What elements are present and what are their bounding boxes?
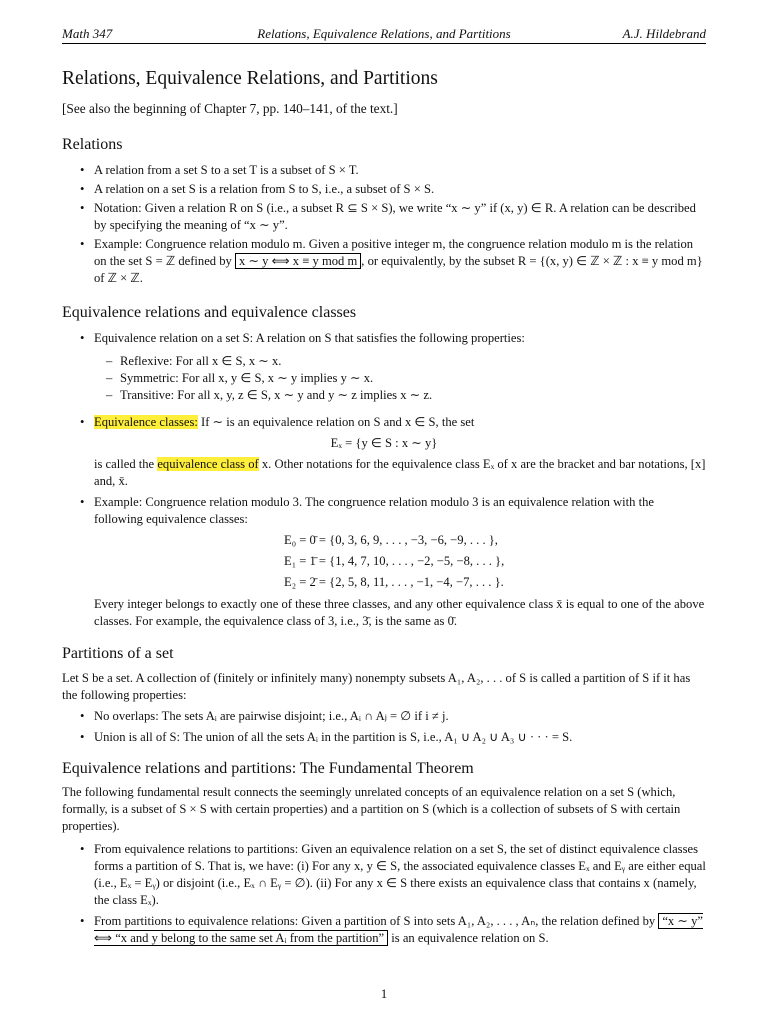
- section-heading-fundamental: Equivalence relations and partitions: The Fundamental Theorem: [62, 760, 474, 777]
- example-text-cont: , or equivalently, by the subset R = {(x, y) ∈ ℤ × ℤ : x ≡ y mod m} of ℤ × ℤ.: [94, 254, 703, 285]
- section-heading-relations: Relations: [62, 136, 123, 153]
- list-item: • A relation from a set S to a set T is a subset of S × T.: [62, 162, 706, 179]
- boxed-relation: “x ∼ y” ⟺ “x and y belong to the same set Aᵢ from the partition”: [94, 914, 703, 945]
- page-number: 1: [380, 986, 388, 1001]
- header-rule: [62, 43, 706, 44]
- list-item: • Union is all of S: The union of all the sets Aᵢ in the partition is S, i.e., A₁ ∪ A₂ ∪ A₃ ∪ · · · = S.: [62, 729, 706, 746]
- page-title: Relations, Equivalence Relations, and Partitions: [62, 68, 438, 89]
- equivalence-class-equations: [284, 530, 704, 593]
- header-author: A.J. Hildebrand: [622, 26, 706, 41]
- equation-e0: E₀ = 0̄ = {0, 3, 6, 9, . . . , −3, −6, −9, . . . },: [284, 533, 498, 547]
- relations-list: [62, 162, 706, 287]
- section-heading-partitions: Partitions of a set: [62, 645, 174, 662]
- list-item: [62, 236, 706, 287]
- def-text-cont: x. Other notations for the equivalence class Eₓ of x are the bracket and bar notations, [x] and, x̄.: [94, 457, 706, 488]
- equation-e2: E₂ = 2̄ = {2, 5, 8, 11, . . . , −1, −4, −7, . . . }.: [284, 575, 504, 589]
- list-item: • No overlaps: The sets Aᵢ are pairwise disjoint; i.e., Aᵢ ∩ Aⱼ = ∅ if i ≠ j.: [62, 708, 706, 725]
- header-course: Math 347: [62, 26, 113, 41]
- highlight-equivalence-class-of: equivalence class of: [157, 457, 259, 471]
- partitions-block: [62, 670, 706, 746]
- list-item: [62, 414, 706, 490]
- partition-text: From partitions to equivalence relations: Given a partition of S into sets A₁, A₂, . . . , Aₙ, the relation defined by: [94, 914, 656, 928]
- list-item: • A relation on a set S is a relation from S to S, i.e., a subset of S × S.: [62, 181, 706, 198]
- reference-note: [See also the beginning of Chapter 7, pp. 140–141, of the text.]: [62, 101, 398, 116]
- partitions-paragraph: Let S be a set. A collection of (finitely or infinitely many) nonempty subsets A₁, A₂, . . . of S is called a partition of S if it has the following properties:: [62, 671, 691, 702]
- fundamental-block: [62, 784, 706, 947]
- fundamental-paragraph: The following fundamental result connects the seemingly unrelated concepts of an equivalence relation on a set S (which, formally, is a subset of S × S with certain properties) and a partition on S (which is a collection of subsets of S with certain properties).: [62, 785, 681, 833]
- list-item: • Example: Congruence relation modulo 3. The congruence relation modulo 3 is an equivalence relation with the following equivalence classes:: [62, 494, 706, 528]
- sub-item-symmetric: – Symmetric: For all x, y ∈ S, x ∼ y implies y ∼ x.: [62, 370, 706, 387]
- list-item: • Equivalence relation on a set S: A relation on S that satisfies the following properties:: [62, 330, 706, 347]
- running-header: [62, 22, 706, 42]
- list-item: • Notation: Given a relation R on S (i.e., a subset R ⊆ S × S), we write “x ∼ y” if (x, y) ∈ R. A relation can be described by specifying the meaning of “x ∼ y”.: [62, 200, 706, 234]
- sub-item-reflexive: – Reflexive: For all x ∈ S, x ∼ x.: [62, 353, 706, 370]
- equivalence-class-def: [62, 456, 706, 490]
- list-item: • From equivalence relations to partitions: Given an equivalence relation on a set S, the set of distinct equivalence classes forms a partition of S. That is, we have: (i) For any x, y ∈ S, the associated equivalence classes Eₓ and Eᵧ are either equal (i.e., Eₓ = Eᵧ) or disjoint (i.e., Eₓ ∩ Eᵧ = ∅). (ii) For any x ∈ S there exists an equivalence class that contains x (namely, the class Eₓ).: [62, 841, 706, 909]
- equivalence-paragraph: Every integer belongs to exactly one of these three classes, and any other equivalence class x̄ is equal to one of the above classes. For example, the equivalence class of 3, i.e., 3̄, is the same as 0̄.: [94, 597, 705, 628]
- display-equation: Eₓ = {y ∈ S : x ∼ y}: [330, 436, 438, 450]
- equivalence-classes-text: If ∼ is an equivalence relation on S and x ∈ S, the set: [201, 415, 475, 429]
- boxed-definition: x ∼ y ⟺ x ≡ y mod m: [235, 253, 361, 269]
- equation-e1: E₁ = 1̄ = {1, 4, 7, 10, . . . , −2, −5, −8, . . . },: [284, 554, 505, 568]
- highlight-equivalence-classes: Equivalence classes:: [94, 415, 198, 429]
- sub-item-transitive: – Transitive: For all x, y, z ∈ S, x ∼ y and y ∼ z implies x ∼ z.: [62, 387, 706, 404]
- section-heading-equivalence: Equivalence relations and equivalence classes: [62, 304, 357, 321]
- equivalence-list: [62, 330, 706, 528]
- list-item: [62, 913, 706, 947]
- example-text: Example: Congruence relation modulo m. Given a positive integer m, the congruence relation modulo m is the relation on the set S = ℤ defined by: [94, 237, 694, 268]
- header-title: Relations, Equivalence Relations, and Partitions: [257, 26, 511, 41]
- partition-text-cont: is an equivalence relation on S.: [391, 931, 549, 945]
- def-text: is called the: [94, 457, 155, 471]
